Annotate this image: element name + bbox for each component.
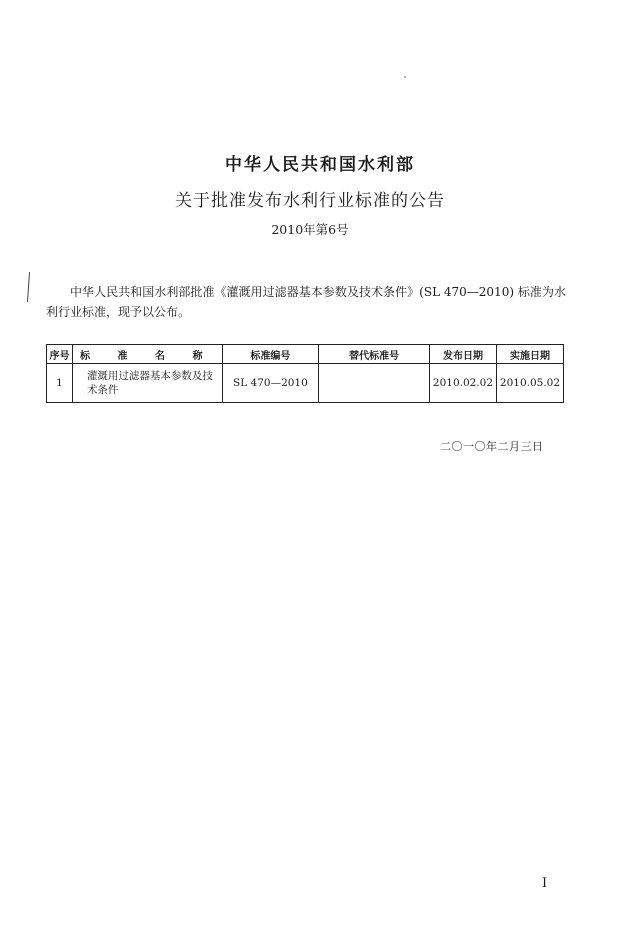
announcement-paragraph: 中华人民共和国水利部批准《灌溉用过滤器基本参数及技术条件》(SL 470—2010) 标准为水利行业标准，现予以公布。 [46, 285, 566, 319]
page-number: I [542, 876, 548, 891]
col-header-published: 发布日期 [429, 345, 496, 364]
signature-date: 二〇一〇年二月三日 [440, 440, 544, 453]
notice-title: 关于批准发布水利行业标准的公告 [175, 191, 445, 211]
cell-effective-date: 2010.05.02 [496, 364, 563, 403]
col-header-effective: 实施日期 [496, 345, 563, 364]
table-header-row [47, 345, 564, 364]
cell-standard-name: 灌溉用过滤器基本参数及技术条件 [72, 364, 222, 403]
issuing-authority: 中华人民共和国水利部 [225, 155, 415, 175]
scan-speck [404, 76, 406, 78]
standards-table [46, 344, 564, 403]
cell-number: 1 [47, 364, 73, 403]
cell-replaced-standard [319, 364, 430, 403]
cell-publish-date: 2010.02.02 [429, 364, 496, 403]
table-row [47, 364, 564, 403]
col-header-code: 标准编号 [222, 345, 319, 364]
cell-standard-code: SL 470—2010 [222, 364, 319, 403]
col-header-name: 标 准 名 称 [72, 345, 222, 364]
col-header-number: 序号 [47, 345, 73, 364]
col-header-replaced: 替代标准号 [319, 345, 430, 364]
issue-number: 2010年第6号 [271, 222, 349, 237]
margin-mark [27, 272, 30, 302]
